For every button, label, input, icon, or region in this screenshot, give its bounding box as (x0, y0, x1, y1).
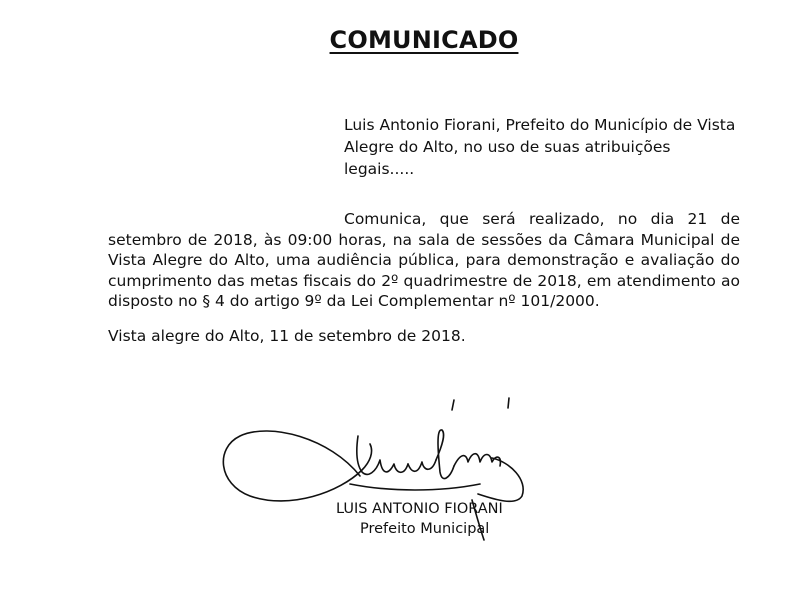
place-date: Vista alegre do Alto, 11 de setembro de 2018. (108, 327, 466, 345)
signer-role: Prefeito Municipal (360, 521, 490, 537)
document-title: COMUNICADO (329, 26, 519, 54)
body-paragraph: Comunica, que será realizado, no dia 21 de setembro de 2018, às 09:00 horas, na sala de sessões da Câmara Municipal de Vista Alegre do Alto, uma audiência pública, para demonstração e avaliação do cumprimento das metas fiscais do 2º quadrimestre de 2018, em atendimento ao disposto no § 4 do artigo 9º da Lei Complementar nº 101/2000. (108, 210, 740, 310)
intro-paragraph: Luis Antonio Fiorani, Prefeito do Município de Vista Alegre do Alto, no uso de suas atribuições legais..... (344, 116, 736, 178)
signer-name: LUIS ANTONIO FIORANI (336, 501, 503, 517)
